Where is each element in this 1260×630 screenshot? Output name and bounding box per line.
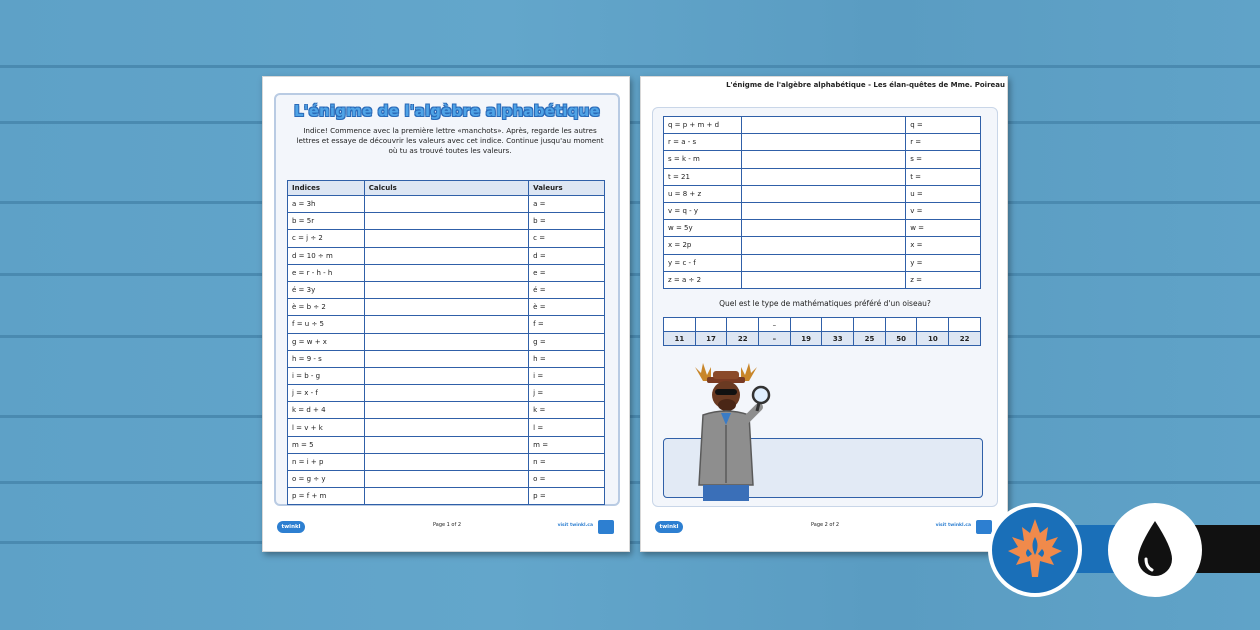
table-row (288, 213, 605, 230)
table-row (664, 168, 981, 185)
code-number-cell: 50 (885, 332, 917, 346)
header-indices: Indices (288, 181, 365, 196)
calculation-cell[interactable] (741, 117, 905, 134)
value-cell[interactable]: m = (529, 436, 605, 453)
code-letter-cell[interactable] (790, 318, 822, 332)
calculation-cell[interactable] (364, 213, 528, 230)
value-cell[interactable]: é = (529, 281, 605, 298)
value-cell[interactable]: p = (529, 488, 605, 505)
clue-cell: i = b - g (288, 367, 365, 384)
calculation-cell[interactable] (364, 350, 528, 367)
maple-leaf-fleur-de-lis-icon (988, 503, 1082, 597)
code-letter-cell[interactable] (727, 318, 759, 332)
table-row (288, 453, 605, 470)
calculation-cell[interactable] (364, 471, 528, 488)
code-number-cell: 33 (822, 332, 854, 346)
table-row (288, 436, 605, 453)
clue-cell: l = v + k (288, 419, 365, 436)
value-cell[interactable]: r = (906, 134, 981, 151)
value-cell[interactable]: l = (529, 419, 605, 436)
value-cell[interactable]: k = (529, 402, 605, 419)
worksheet-title: L'énigme de l'algèbre alphabétique (294, 102, 600, 120)
code-letters-row (664, 318, 981, 332)
code-number-cell: 22 (727, 332, 759, 346)
value-cell[interactable]: e = (529, 264, 605, 281)
value-cell[interactable]: i = (529, 367, 605, 384)
code-letter-cell[interactable] (854, 318, 886, 332)
clue-cell: k = d + 4 (288, 402, 365, 419)
value-cell[interactable]: j = (529, 385, 605, 402)
calculation-cell[interactable] (364, 453, 528, 470)
header-valeurs: Valeurs (529, 181, 605, 196)
calculation-cell[interactable] (364, 333, 528, 350)
value-cell[interactable]: b = (529, 213, 605, 230)
code-letter-cell[interactable] (885, 318, 917, 332)
value-cell[interactable]: v = (906, 202, 981, 219)
clue-cell: x = 2p (664, 237, 742, 254)
clue-cell: m = 5 (288, 436, 365, 453)
calculation-cell[interactable] (741, 185, 905, 202)
value-cell[interactable]: y = (906, 254, 981, 271)
clue-cell: r = a - s (664, 134, 742, 151)
table-row (288, 385, 605, 402)
twinkl-badge-icon (597, 519, 615, 535)
table-row (288, 350, 605, 367)
table-row (288, 402, 605, 419)
worksheet-page-1 (262, 76, 630, 552)
table-row (288, 230, 605, 247)
clue-cell: d = 10 ÷ m (288, 247, 365, 264)
clue-cell: o = g ÷ y (288, 471, 365, 488)
clue-cell: u = 8 + z (664, 185, 742, 202)
ink-drop-icon (1108, 503, 1202, 597)
value-cell[interactable]: c = (529, 230, 605, 247)
table-row (664, 185, 981, 202)
value-cell[interactable]: g = (529, 333, 605, 350)
code-letter-cell[interactable] (917, 318, 949, 332)
calculation-cell[interactable] (364, 419, 528, 436)
clue-cell: v = q - y (664, 202, 742, 219)
twinkl-logo: twinkl (277, 521, 305, 533)
clue-cell: h = 9 - s (288, 350, 365, 367)
page-number: Page 1 of 2 (432, 522, 462, 528)
table-row (664, 151, 981, 168)
clue-cell: f = u ÷ 5 (288, 316, 365, 333)
header-calculs: Calculs (364, 181, 528, 196)
clue-cell: g = w + x (288, 333, 365, 350)
code-number-cell: 17 (695, 332, 727, 346)
clue-cell: j = x - f (288, 385, 365, 402)
value-cell[interactable]: t = (906, 168, 981, 185)
clue-cell: è = b ÷ 2 (288, 299, 365, 316)
clue-cell: q = p + m + d (664, 117, 742, 134)
code-letter-cell[interactable]: – (759, 318, 791, 332)
page-2-footer (655, 519, 995, 537)
page-number: Page 2 of 2 (810, 522, 840, 528)
site-link[interactable]: visit twinkl.ca (935, 523, 971, 528)
worksheet-page-2 (640, 76, 1008, 552)
calculation-cell[interactable] (741, 202, 905, 219)
page-1-frame (274, 93, 620, 506)
value-cell[interactable]: u = (906, 185, 981, 202)
table-row (288, 316, 605, 333)
code-number-cell: 10 (917, 332, 949, 346)
code-number-cell: 19 (790, 332, 822, 346)
calculation-cell[interactable] (364, 264, 528, 281)
value-cell[interactable]: h = (529, 350, 605, 367)
code-number-cell: – (759, 332, 791, 346)
value-cell[interactable]: d = (529, 247, 605, 264)
table-row (664, 117, 981, 134)
site-link[interactable]: visit twinkl.ca (557, 523, 593, 528)
table-row (664, 254, 981, 271)
clue-cell: w = 5y (664, 220, 742, 237)
worksheet-intro: Indice! Commence avec la première lettre «manchots». Après, regarde les autres lettres et essaye de découvrir les valeurs avec cet indice. Continue jusqu'au moment où tu as trouvé toutes les valeurs. (296, 126, 604, 155)
clues-table-1 (287, 180, 605, 505)
calculation-cell[interactable] (741, 134, 905, 151)
calculation-cell[interactable] (741, 151, 905, 168)
table-row (288, 333, 605, 350)
clue-cell: s = k - m (664, 151, 742, 168)
table-row (288, 196, 605, 213)
calculation-cell[interactable] (364, 385, 528, 402)
clue-cell: n = i + p (288, 453, 365, 470)
calculation-cell[interactable] (741, 220, 905, 237)
clue-cell: t = 21 (664, 168, 742, 185)
code-number-cell: 25 (854, 332, 886, 346)
calculation-cell[interactable] (364, 488, 528, 505)
calculation-cell[interactable] (364, 230, 528, 247)
clue-cell: e = r - h - h (288, 264, 365, 281)
clue-cell: y = c - f (664, 254, 742, 271)
clues-table-2 (663, 116, 981, 289)
code-number-cell: 22 (949, 332, 981, 346)
table-row (664, 237, 981, 254)
page-2-frame (652, 107, 998, 507)
calculation-cell[interactable] (741, 237, 905, 254)
table-row (288, 247, 605, 264)
calculation-cell[interactable] (364, 367, 528, 384)
code-letter-cell[interactable] (822, 318, 854, 332)
calculation-cell[interactable] (364, 436, 528, 453)
clue-cell: a = 3h (288, 196, 365, 213)
code-letter-cell[interactable] (664, 318, 696, 332)
value-cell[interactable]: f = (529, 316, 605, 333)
calculation-cell[interactable] (364, 281, 528, 298)
calculation-cell[interactable] (364, 316, 528, 333)
clue-cell: b = 5r (288, 213, 365, 230)
value-cell[interactable]: a = (529, 196, 605, 213)
value-cell[interactable]: q = (906, 117, 981, 134)
value-cell[interactable]: n = (529, 453, 605, 470)
code-letter-cell[interactable] (949, 318, 981, 332)
code-letter-cell[interactable] (695, 318, 727, 332)
table-row (288, 299, 605, 316)
page-1-footer (277, 519, 617, 537)
value-cell[interactable]: è = (529, 299, 605, 316)
table-header-row (288, 181, 605, 196)
table-row (288, 471, 605, 488)
calculation-cell[interactable] (364, 299, 528, 316)
table-row (288, 264, 605, 281)
clue-cell: é = 3y (288, 281, 365, 298)
code-number-cell: 11 (664, 332, 696, 346)
moose-detective-icon (681, 363, 771, 503)
table-row (664, 202, 981, 219)
clue-cell: p = f + m (288, 488, 365, 505)
table-row (288, 281, 605, 298)
calculation-cell[interactable] (741, 254, 905, 271)
clue-cell: z = a ÷ 2 (664, 271, 742, 288)
table-row (288, 367, 605, 384)
page-2-header: L'énigme de l'algèbre alphabétique - Les élan-quêtes de Mme. Poireau (726, 81, 1005, 89)
value-cell[interactable]: o = (529, 471, 605, 488)
calculation-cell[interactable] (364, 196, 528, 213)
clue-cell: c = j ÷ 2 (288, 230, 365, 247)
twinkl-logo: twinkl (655, 521, 683, 533)
calculation-cell[interactable] (741, 271, 905, 288)
riddle-question: Quel est le type de mathématiques préféré d'un oiseau? (719, 299, 931, 308)
code-numbers-row (664, 332, 981, 346)
calculation-cell[interactable] (741, 168, 905, 185)
table-row (288, 419, 605, 436)
value-cell[interactable]: s = (906, 151, 981, 168)
calculation-cell[interactable] (364, 402, 528, 419)
value-cell[interactable]: x = (906, 237, 981, 254)
calculation-cell[interactable] (364, 247, 528, 264)
value-cell[interactable]: w = (906, 220, 981, 237)
code-grid (663, 317, 981, 346)
table-row (664, 271, 981, 288)
table-row (288, 488, 605, 505)
table-row (664, 134, 981, 151)
value-cell[interactable]: z = (906, 271, 981, 288)
table-row (664, 220, 981, 237)
